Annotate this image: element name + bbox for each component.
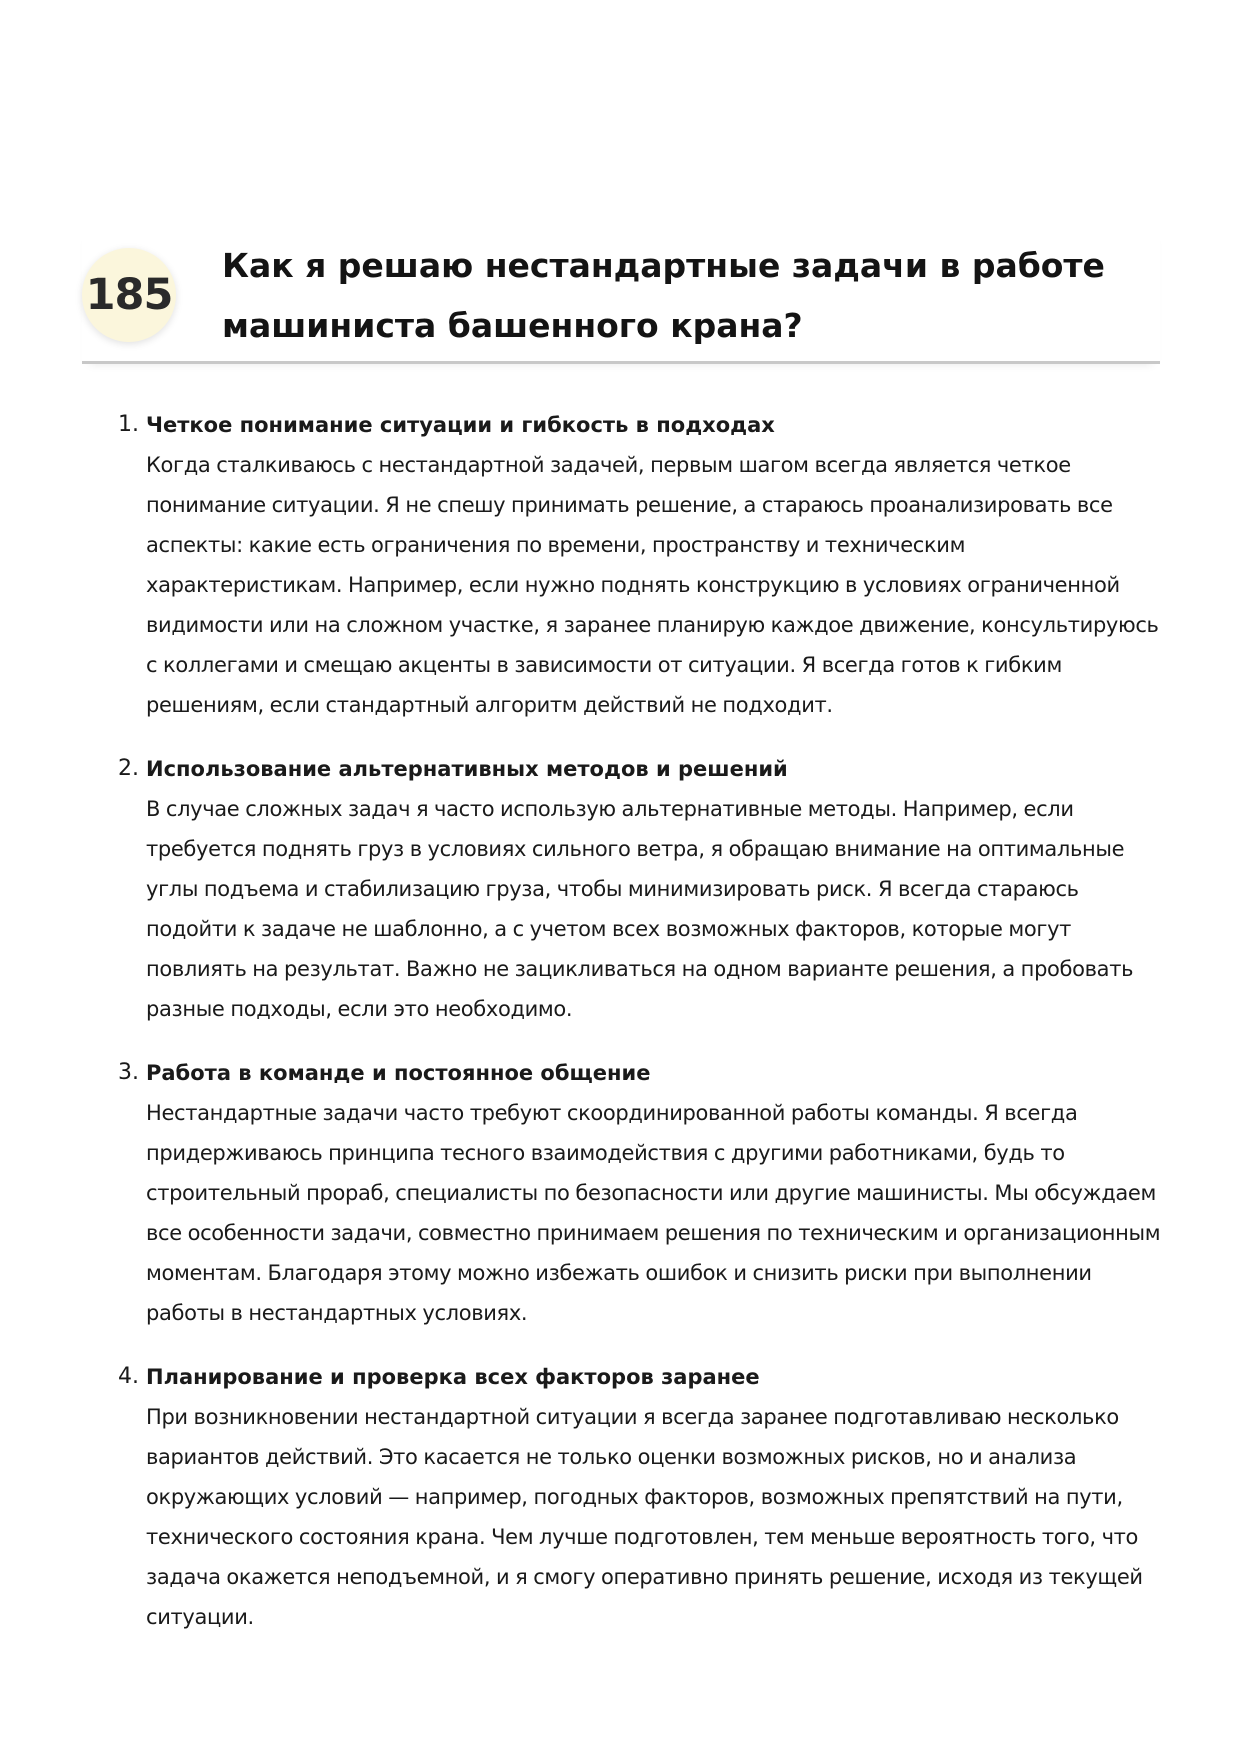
page-title: Как я решаю нестандартные задачи в работе машиниста башенного крана? bbox=[222, 246, 1105, 345]
list-item bbox=[112, 405, 1162, 725]
item-number: 4. bbox=[118, 1364, 139, 1389]
page-header bbox=[82, 228, 1160, 364]
item-body: В случае сложных задач я часто использую альтернативные методы. Например, если требуется поднять груз в условиях сильного ветра, я обращаю внимание на оптимальные углы подъема и стабилизацию груза, чтобы минимизировать риск. Я всегда стараюсь подойти к задаче не шаблонно, а с учетом всех возможных факторов, которые могут повлиять на результат. Важно не зацикливаться на одном варианте решения, а пробовать разные подходы, если это необходимо. bbox=[146, 797, 1134, 1021]
item-heading: Планирование и проверка всех факторов заранее bbox=[146, 1365, 760, 1389]
item-heading: Четкое понимание ситуации и гибкость в подходах bbox=[146, 413, 775, 437]
item-number: 2. bbox=[118, 756, 139, 781]
item-number: 3. bbox=[118, 1060, 139, 1085]
item-number: 1. bbox=[118, 412, 139, 437]
question-number-badge: 185 bbox=[82, 248, 176, 342]
item-body: При возникновении нестандартной ситуации я всегда заранее подготавливаю несколько вариантов действий. Это касается не только оценки возможных рисков, но и анализа окружающих условий — например, погодных факторов, возможных препятствий на пути, технического состояния крана. Чем лучше подготовлен, тем меньше вероятность того, что задача окажется неподъемной, и я смогу оперативно принять решение, исходя из текущей ситуации. bbox=[146, 1405, 1143, 1629]
list-item bbox=[112, 749, 1162, 1029]
answer-list bbox=[112, 405, 1162, 1661]
item-body: Когда сталкиваюсь с нестандартной задачей, первым шагом всегда является четкое понимание ситуации. Я не спешу принимать решение, а стараюсь проанализировать все аспекты: какие есть ограничения по времени, пространству и техническим характеристикам. Например, если нужно поднять конструкцию в условиях ограниченной видимости или на сложном участке, я заранее планирую каждое движение, консультируюсь с коллегами и смещаю акценты в зависимости от ситуации. Я всегда готов к гибким решениям, если стандартный алгоритм действий не подходит. bbox=[146, 453, 1159, 717]
list-item bbox=[112, 1053, 1162, 1333]
item-heading: Использование альтернативных методов и решений bbox=[146, 757, 788, 781]
list-item bbox=[112, 1357, 1162, 1637]
item-heading: Работа в команде и постоянное общение bbox=[146, 1061, 651, 1085]
item-body: Нестандартные задачи часто требуют скоординированной работы команды. Я всегда придерживаюсь принципа тесного взаимодействия с другими работниками, будь то строительный прораб, специалисты по безопасности или другие машинисты. Мы обсуждаем все особенности задачи, совместно принимаем решения по техническим и организационным моментам. Благодаря этому можно избежать ошибок и снизить риски при выполнении работы в нестандартных условиях. bbox=[146, 1101, 1161, 1325]
